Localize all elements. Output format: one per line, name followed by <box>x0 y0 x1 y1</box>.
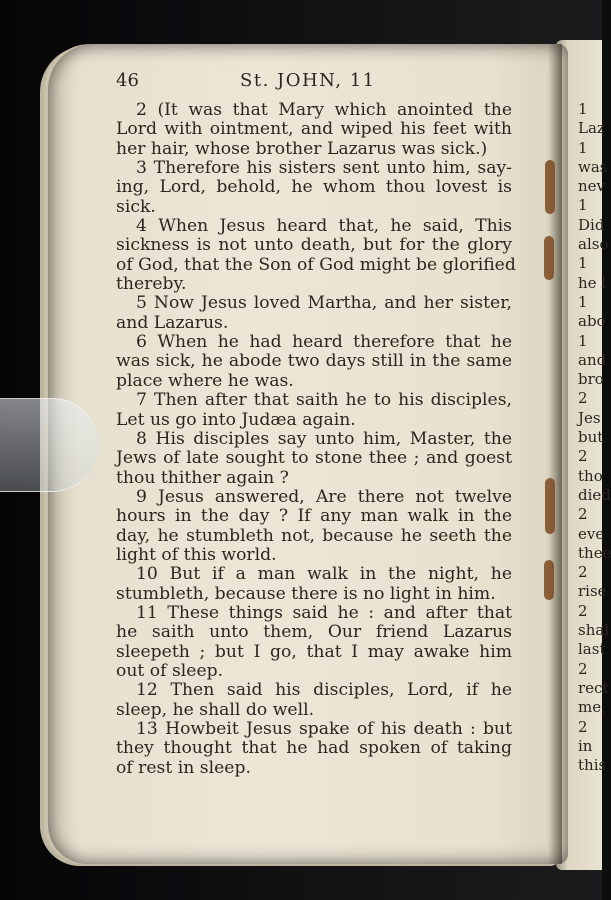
verse-line: 13 Howbeit Jesus spake of his death : but <box>136 719 512 739</box>
verse-line: Let us go into Judæa again. <box>116 409 356 430</box>
facing-page-fragment: last <box>578 640 606 659</box>
verse-line: sleepeth ; but I go, that I may awake him <box>116 641 512 662</box>
page-number: 46 <box>116 70 139 91</box>
facing-page-fragment: 2 <box>578 505 588 524</box>
facing-page-fragment: abo <box>578 312 606 331</box>
verse-line: of God, that the Son of God might be glorified <box>116 254 516 275</box>
verse-line: 8 His disciples say unto him, Master, the <box>136 428 512 449</box>
verse-line: her hair, whose brother Lazarus was sick.) <box>116 138 488 159</box>
binding-stain <box>545 160 555 214</box>
facing-page-fragment: bro <box>578 370 604 389</box>
verse-line: Lord with ointment, and wiped his feet with <box>116 119 512 140</box>
facing-page-fragment: 2 <box>578 717 588 736</box>
facing-page-fragment: 1 <box>578 254 588 273</box>
facing-page-fragment: this <box>578 756 607 775</box>
verse-line: and Lazarus. <box>116 312 229 333</box>
facing-page-text <box>578 100 611 775</box>
facing-page-fragment: eve <box>578 524 605 543</box>
facing-page-fragment: Laz <box>578 119 605 138</box>
facing-page-fragment: 1 <box>578 331 588 350</box>
verse-line: they thought that he had spoken of taking <box>116 738 512 759</box>
verse-line: 4 When Jesus heard that, he said, This <box>136 216 512 237</box>
facing-page-fragment: Did <box>578 215 605 234</box>
verse-line: place where he was. <box>116 370 294 391</box>
verse-line: he saith unto them, Our friend Lazarus <box>116 622 512 643</box>
facing-page-fragment: 1 <box>578 292 588 311</box>
verse-line: out of sleep. <box>116 660 224 681</box>
facing-page-fragment: shal <box>578 621 610 640</box>
verse-text <box>116 100 516 778</box>
verse-line: sickness is not unto death, but for the glory <box>116 235 512 256</box>
verse-line: hours in the day ? If any man walk in the <box>116 506 512 527</box>
page-clip <box>0 398 98 492</box>
verse-line: 6 When he had heard therefore that he <box>136 332 512 353</box>
facing-page-fragment: and <box>578 350 607 369</box>
facing-page-fragment: was <box>578 157 608 176</box>
verse-line: thou thither again ? <box>116 467 289 488</box>
facing-page-fragment: but <box>578 428 604 447</box>
facing-page-fragment: 2 <box>578 601 588 620</box>
facing-page-fragment: 1 <box>578 100 588 118</box>
facing-page-fragment: 2 <box>578 389 588 408</box>
verse-line: ing, Lord, behold, he whom thou lovest is <box>116 177 512 198</box>
facing-page-fragment: 2 <box>578 563 588 582</box>
verse-line: 10 But if a man walk in the night, he <box>136 564 512 585</box>
verse-line: 7 Then after that saith he to his disciples, <box>136 390 512 411</box>
verse-line: thereby. <box>116 274 187 295</box>
facing-page-fragment: me, <box>578 698 606 717</box>
verse-line: 3 Therefore his sisters sent unto him, say- <box>136 158 512 179</box>
verse-line: 12 Then said his disciples, Lord, if he <box>136 680 512 701</box>
verse-line: 9 Jesus answered, Are there not twelve <box>136 486 512 507</box>
verse-line: was sick, he abode two days still in the same <box>116 351 512 372</box>
facing-page-fragment: in <box>578 736 593 755</box>
facing-page-fragment: died <box>578 485 611 504</box>
facing-page-fragment: 1 <box>578 138 588 157</box>
verse-line: light of this world. <box>116 544 277 565</box>
verse-line: sick. <box>116 196 156 217</box>
facing-page-fragment: also <box>578 235 609 254</box>
verse-line: Jews of late sought to stone thee ; and goest <box>116 448 512 469</box>
binding-stain <box>544 560 554 600</box>
verse-line: day, he stumbleth not, because he seeth the <box>116 525 512 546</box>
facing-page-fragment: tho <box>578 466 603 485</box>
facing-page-fragment: rise <box>578 582 607 601</box>
verse-line: 11 These things said he : and after that <box>136 602 512 623</box>
verse-line: stumbleth, because there is no light in him. <box>116 583 496 604</box>
verse-line: sleep, he shall do well. <box>116 699 315 720</box>
running-title: St. JOHN, 11 <box>240 70 376 91</box>
facing-page-fragment: 2 <box>578 659 588 678</box>
verse-line: 5 Now Jesus loved Martha, and her sister, <box>136 293 512 314</box>
verse-line: 2 (It was that Mary which anointed the <box>136 100 512 120</box>
facing-page-fragment: thee <box>578 543 611 562</box>
facing-page-fragment: nev <box>578 177 606 196</box>
facing-page-fragment: rect <box>578 678 609 697</box>
facing-page-fragment: Jes <box>578 408 601 427</box>
binding-stain <box>544 236 554 280</box>
binding-stain <box>545 478 555 534</box>
facing-page-fragment: 2 <box>578 447 588 466</box>
facing-page-fragment: 1 <box>578 196 588 215</box>
facing-page-fragment: he l <box>578 273 607 292</box>
verse-line: of rest in sleep. <box>116 757 251 778</box>
page-header <box>116 70 516 94</box>
